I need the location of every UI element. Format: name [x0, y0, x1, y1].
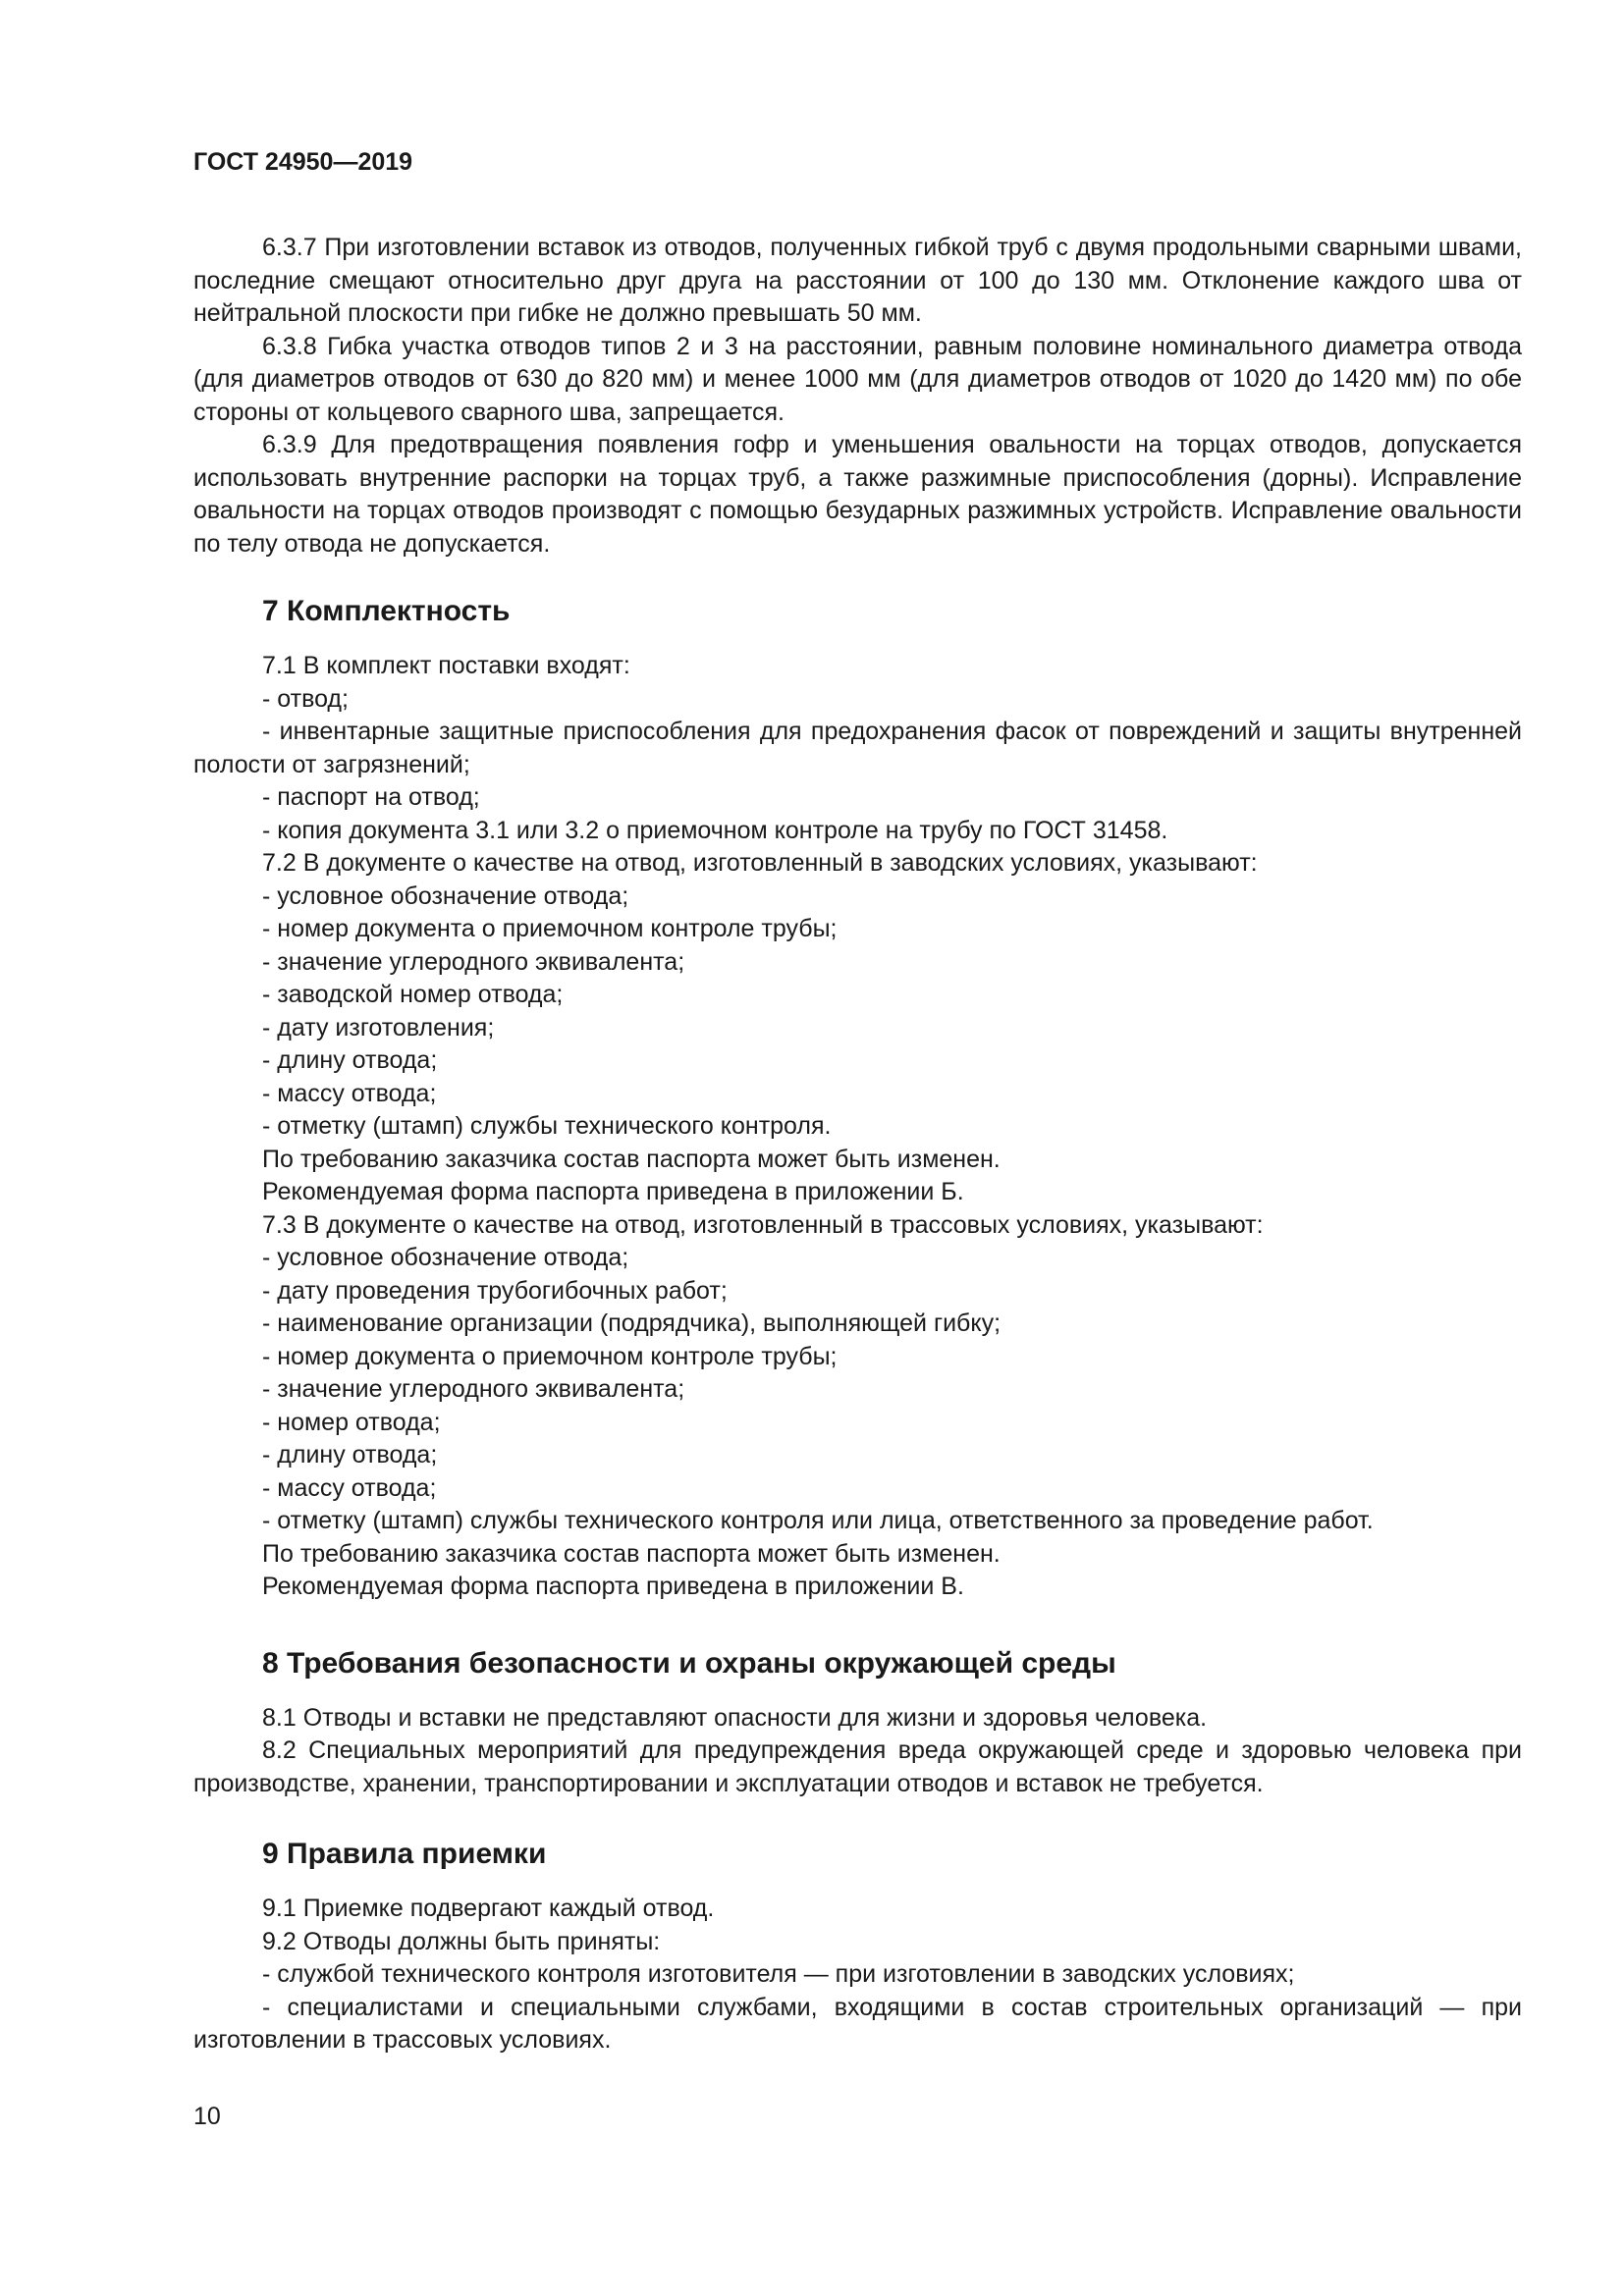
clause-7-2-note-b: Рекомендуемая форма паспорта приведена в приложении Б. — [262, 1178, 964, 1205]
clause-6-3-7: 6.3.7 При изготовлении вставок из отводов, полученных гибкой труб с двумя продольными сварными швами, последние смещают относительно друг друга на расстоянии от 100 до 130 мм. Отклонение каждого шва от нейтральной плоскости при гибке не должно превышать 50 мм. — [193, 234, 1522, 327]
clause-7-3-note-a: По требованию заказчика состав паспорта может быть изменен. — [262, 1539, 1001, 1568]
section-7-heading: 7 Комплектность — [262, 595, 511, 627]
list-item: - заводской номер отвода; — [262, 981, 564, 1008]
list-item: - значение углеродного эквивалента; — [262, 947, 685, 976]
clause-7-1: 7.1 В комплект поставки входят: — [262, 652, 630, 679]
clause-7-3-note-b: Рекомендуемая форма паспорта приведена в приложении В. — [262, 1573, 964, 1600]
clause-9-2: 9.2 Отводы должны быть приняты: — [262, 1927, 661, 1955]
clause-7-2-note-a: По требованию заказчика состав паспорта может быть изменен. — [262, 1145, 1001, 1173]
clause-6-3-9: 6.3.9 Для предотвращения появления гофр и уменьшения овальности на торцах отводов, допускается использовать внутренние распорки на торцах труб, а также разжимные приспособления (дорны). Исправление овальности на торцах отводов производят с помощью безударных разжимных устройств. Исправление овальности по телу отвода не допускается. — [193, 431, 1522, 558]
list-item: - значение углеродного эквивалента; — [262, 1375, 685, 1403]
clause-7-3: 7.3 В документе о качестве на отвод, изготовленный в трассовых условиях, указывают: — [262, 1210, 1264, 1239]
list-item: - массу отвода; — [262, 1473, 437, 1502]
standard-designation: ГОСТ 24950—2019 — [193, 148, 413, 176]
list-item: - инвентарные защитные приспособления для предохранения фасок от повреждений и защиты внутренней полости от загрязнений; — [193, 718, 1522, 778]
list-item: - отметку (штамп) службы технического контроля или лица, ответственного за проведение работ. — [262, 1507, 1374, 1534]
clause-9-1: 9.1 Приемке подвергают каждый отвод. — [262, 1895, 715, 1922]
list-item: - копия документа 3.1 или 3.2 о приемочном контроле на трубу по ГОСТ 31458. — [262, 816, 1168, 844]
list-item: - длину отвода; — [262, 1441, 438, 1468]
list-item: - длину отвода; — [262, 1046, 438, 1074]
list-item: - условное обозначение отвода; — [262, 881, 629, 910]
list-item: - массу отвода; — [262, 1079, 437, 1107]
list-item: - наименование организации (подрядчика), выполняющей гибку; — [262, 1309, 1001, 1337]
list-item: - дату изготовления; — [262, 1013, 495, 1041]
section-8-heading: 8 Требования безопасности и охраны окружающей среды — [262, 1646, 1116, 1680]
list-item: - номер отвода; — [262, 1408, 441, 1436]
document-page — [193, 147, 1522, 2057]
list-item: - отвод; — [262, 684, 349, 713]
list-item: - службой технического контроля изготовителя — при изготовлении в заводских условиях; — [262, 1960, 1295, 1988]
list-item: - условное обозначение отвода; — [262, 1244, 629, 1271]
list-item: - специалистами и специальными службами, входящими в состав строительных организаций — при изготовлении в трассовых условиях. — [193, 1993, 1522, 2054]
clause-8-1: 8.1 Отводы и вставки не представляют опасности для жизни и здоровья человека. — [262, 1703, 1208, 1732]
clause-7-2: 7.2 В документе о качестве на отвод, изготовленный в заводских условиях, указывают: — [262, 849, 1258, 877]
list-item: - паспорт на отвод; — [262, 783, 480, 811]
section-9-heading: 9 Правила приемки — [262, 1838, 547, 1870]
page-number: 10 — [193, 2103, 221, 2130]
clause-6-3-8: 6.3.8 Гибка участка отводов типов 2 и 3 на расстоянии, равным половине номинального диаметра отвода (для диаметров отводов от 630 до 820 мм) и менее 1000 мм (для диаметров отводов от 1020 до 1420 мм) по обе стороны от кольцевого сварного шва, запрещается. — [193, 332, 1522, 426]
list-item: - дату проведения трубогибочных работ; — [262, 1276, 728, 1305]
clause-8-2: 8.2 Специальных мероприятий для предупреждения вреда окружающей среде и здоровью человека при производстве, хранении, транспортировании и эксплуатации отводов и вставок не требуется. — [193, 1736, 1522, 1797]
list-item: - отметку (штамп) службы технического контроля. — [262, 1112, 832, 1140]
list-item: - номер документа о приемочном контроле трубы; — [262, 1342, 838, 1370]
list-item: - номер документа о приемочном контроле трубы; — [262, 915, 838, 942]
